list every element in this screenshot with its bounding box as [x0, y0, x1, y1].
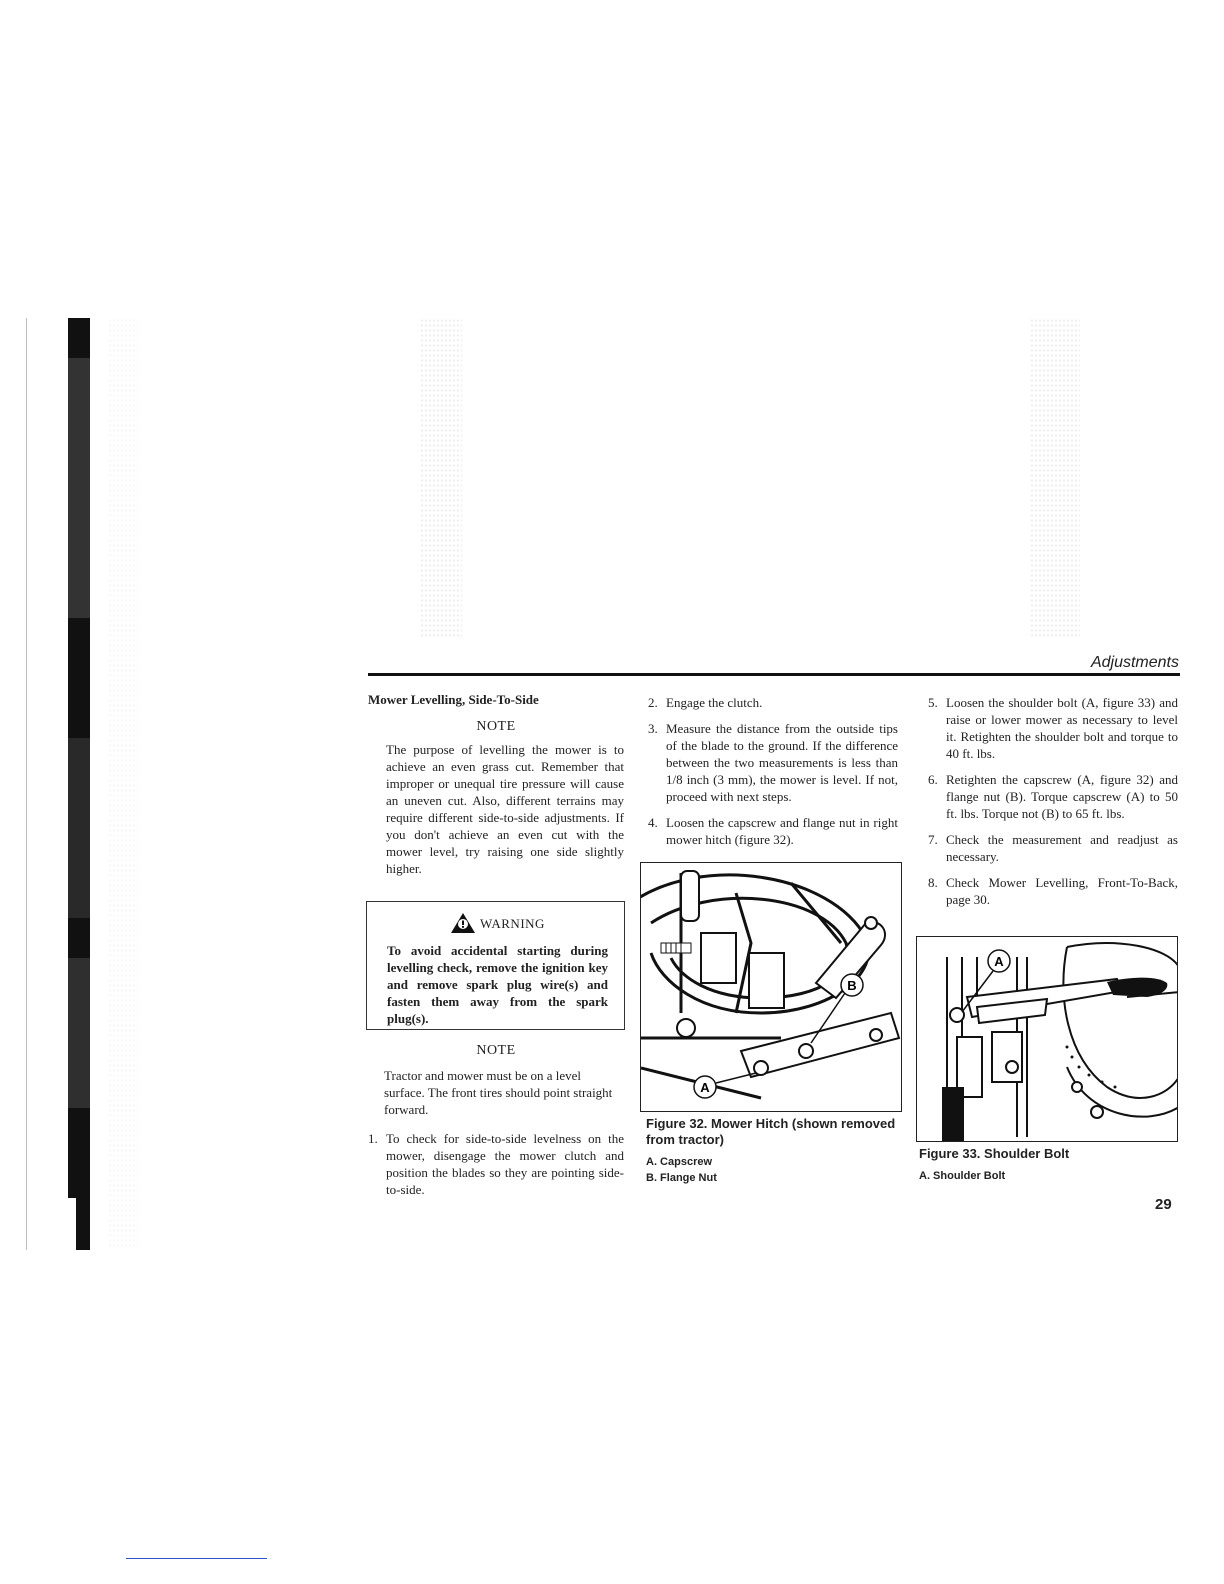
step-item: [648, 694, 898, 711]
step-item: [648, 814, 898, 848]
step-number: 1.: [368, 1131, 378, 1146]
warning-title: WARNING: [480, 915, 545, 931]
step-list: [928, 694, 1178, 908]
step-text: Loosen the capscrew and flange nut in right mower hitch (figure 32).: [666, 815, 898, 847]
warning-icon: [450, 912, 476, 934]
step-number: 2.: [648, 695, 658, 710]
step-text: Loosen the shoulder bolt (A, figure 33) and raise or lower mower as necessary to level it. Retighten the shoulder bolt and torque to 40 ft. lbs.: [946, 695, 1178, 761]
note-text: Tractor and mower must be on a level surface. The front tires should point straight forward.: [384, 1068, 613, 1117]
step-text: Check Mower Levelling, Front-To-Back, page 30.: [946, 875, 1178, 907]
figure-32-label-a: A. Capscrew: [646, 1156, 713, 1168]
step-list: [648, 694, 898, 848]
column-2: [648, 694, 898, 857]
column-1: [368, 691, 624, 877]
step-number: 5.: [928, 695, 938, 710]
step-text: Retighten the capscrew (A, figure 32) and flange nut (B). Torque capscrew (A) to 50 ft. lbs. Torque not (B) to 65 ft. lbs.: [946, 772, 1178, 821]
step-item: [928, 771, 1178, 822]
step-item: [928, 694, 1178, 762]
step-number: 8.: [928, 875, 938, 890]
callout-b-label: B: [847, 978, 857, 993]
section-title: Adjustments: [1090, 654, 1179, 671]
note-text: The purpose of levelling the mower is to achieve an even grass cut. Remember that improper or unequal tire pressure will cause an uneven cut. Also, different terrains may require different side-to-side adjustments. If you don't achieve an even cut with the mower level, try raising one side slightly higher.: [386, 742, 624, 876]
step-item: [928, 874, 1178, 908]
header-rule: [368, 673, 1180, 676]
figure-32-label-b: B. Flange Nut: [646, 1172, 717, 1184]
step-item: [648, 720, 898, 805]
step-text: Check the measurement and readjust as necessary.: [946, 832, 1178, 864]
step-text: To check for side-to-side levelness on the mower, disengage the mower clutch and position the blades so they are pointing side-to-side.: [386, 1131, 624, 1197]
figure-33-label-a: A. Shoulder Bolt: [919, 1170, 1006, 1182]
step-text: Engage the clutch.: [666, 695, 763, 710]
shoulder-bolt-illustration: [917, 937, 1178, 1142]
warning-text: To avoid accidental starting during levelling check, remove the ignition key and remove spark plug wire(s) and fasten them away from the spark plug(s).: [387, 943, 608, 1026]
mower-hitch-illustration: [641, 863, 902, 1112]
figure-33-shoulder-bolt: [916, 936, 1178, 1142]
note-title: NOTE: [476, 1043, 516, 1058]
step-number: 4.: [648, 815, 658, 830]
step-list: [368, 1130, 624, 1198]
column-1-lower: [368, 1042, 624, 1207]
scan-noise: [420, 318, 462, 638]
scan-noise: [108, 318, 138, 1248]
step-text: Measure the distance from the outside tips of the blade to the ground. If the difference between the two measurements is less than 1/8 inch (3 mm), the mower is level. If not, proceed with next steps.: [666, 721, 898, 804]
figure-32-caption: Figure 32. Mower Hitch (shown removed from tractor): [646, 1116, 896, 1147]
scan-edge-line: [26, 318, 27, 1250]
column-3: [928, 694, 1178, 917]
binding-bar: [68, 318, 90, 1250]
step-item: [368, 1130, 624, 1198]
step-number: 7.: [928, 832, 938, 847]
step-item: [928, 831, 1178, 865]
figure-32-mower-hitch: [640, 862, 902, 1112]
callout-a-label: A: [700, 1080, 710, 1095]
page-number: 29: [1155, 1196, 1172, 1213]
note-title: NOTE: [476, 719, 516, 734]
callout-a-label: A: [994, 954, 1004, 969]
section-heading: Mower Levelling, Side-To-Side: [368, 692, 539, 707]
warning-box: [366, 901, 625, 1030]
step-number: 3.: [648, 721, 658, 736]
step-number: 6.: [928, 772, 938, 787]
warning-header: [387, 912, 608, 934]
figure-33-caption: Figure 33. Shoulder Bolt: [919, 1146, 1070, 1161]
bottom-rule: [126, 1558, 267, 1559]
scan-noise: [1030, 318, 1080, 638]
